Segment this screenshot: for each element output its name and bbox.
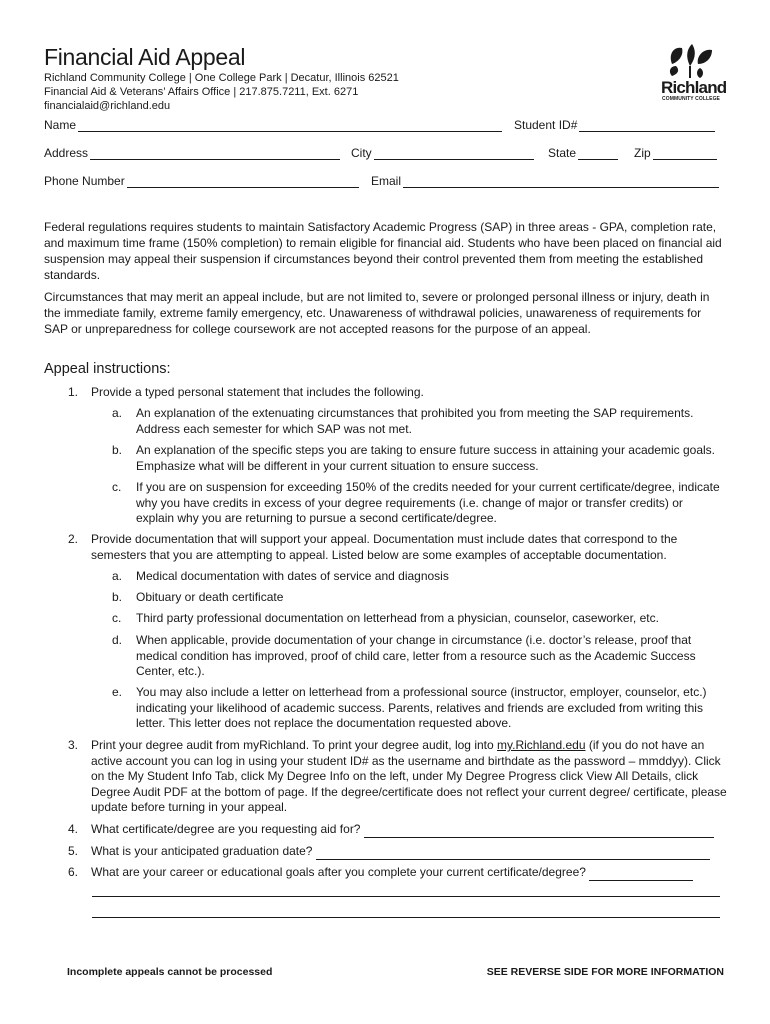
- office-email: financialaid@richland.edu: [44, 100, 171, 112]
- phone-field[interactable]: [44, 174, 359, 188]
- name-field[interactable]: [44, 118, 502, 132]
- email-field[interactable]: [371, 174, 719, 188]
- sub-text: When applicable, provide documentation of your change in circumstance (i.e. doctor’s release, proof that medical condition has improved, proof of child care, letter from a resource such as the Academic Success Center, etc.).: [136, 633, 696, 678]
- item-number: 6.: [68, 865, 79, 879]
- item-text-part: Print your degree audit from myRichland. To print your degree audit, log into: [91, 738, 497, 752]
- state-field[interactable]: [548, 146, 618, 160]
- student-id-input-line[interactable]: [579, 119, 715, 132]
- goals-answer-line-3[interactable]: [92, 917, 720, 918]
- phone-input-line[interactable]: [127, 175, 359, 188]
- logo-wordmark: Richland: [661, 78, 727, 97]
- intro-text: [44, 219, 724, 337]
- sub-letter: b.: [112, 590, 123, 604]
- item-number: 3.: [68, 738, 79, 752]
- state-label: State: [548, 146, 577, 160]
- logo-subtitle: COMMUNITY COLLEGE: [662, 96, 720, 102]
- city-field[interactable]: [351, 146, 534, 160]
- address-input-line[interactable]: [90, 147, 340, 160]
- item-text: What certificate/degree are you requesting aid for?: [91, 822, 361, 836]
- sub-text: Third party professional documentation on letterhead from a physician, counselor, caseworker, etc.: [136, 611, 659, 625]
- circumstances-paragraph: Circumstances that may merit an appeal include, but are not limited to, severe or prolonged personal illness or injury, death in the immediate family, extreme family emergency, etc. Unawareness of withdrawal policies, unawareness of requirements for SAP or unpreparedness for college coursework are not accepted reasons for the purpose of an appeal.: [44, 290, 710, 336]
- student-id-field[interactable]: [514, 118, 715, 132]
- certificate-answer-line[interactable]: [364, 825, 714, 838]
- sub-text: An explanation of the extenuating circumstances that prohibited you from meeting the SAP requirements. Address each semester for which SAP was not met.: [136, 406, 694, 436]
- item-text: Provide a typed personal statement that includes the following.: [91, 385, 424, 399]
- item-text: What is your anticipated graduation date?: [91, 844, 313, 858]
- instructions-heading: Appeal instructions:: [44, 361, 171, 377]
- sub-text: You may also include a letter on letterhead from a professional source (instructor, employer, counselor, etc.) indicating your likelihood of academic success. Parents, relatives and friends are excluded from writing this letter. This letter does not replace the documentation requested above.: [136, 685, 707, 730]
- sub-letter: a.: [112, 406, 123, 420]
- sub-letter: c.: [112, 480, 122, 494]
- zip-input-line[interactable]: [653, 147, 717, 160]
- sub-text: Medical documentation with dates of service and diagnosis: [136, 569, 449, 583]
- goals-answer-line[interactable]: [589, 868, 693, 881]
- sub-text: An explanation of the specific steps you are taking to ensure future success in attaining your academic goals. Emphasize what will be different in your current situation to ensure success.: [136, 443, 715, 473]
- city-label: City: [351, 146, 372, 160]
- item-text: What are your career or educational goals after you complete your current certificate/degree?: [91, 865, 586, 879]
- leaf-sprout-icon: [660, 44, 730, 80]
- goals-answer-line-2[interactable]: [92, 896, 720, 897]
- email-input-line[interactable]: [403, 175, 719, 188]
- address-label: Address: [44, 146, 89, 160]
- email-label: Email: [371, 174, 402, 188]
- item-number: 4.: [68, 822, 79, 836]
- item-number: 5.: [68, 844, 79, 858]
- reverse-side-notice: SEE REVERSE SIDE FOR MORE INFORMATION: [486, 966, 724, 978]
- item-number: 1.: [68, 385, 79, 399]
- state-input-line[interactable]: [578, 147, 618, 160]
- address-field[interactable]: [44, 146, 340, 160]
- sub-letter: e.: [112, 685, 123, 699]
- phone-label: Phone Number: [44, 174, 125, 188]
- college-address: Richland Community College | One College Park | Decatur, Illinois 62521: [44, 72, 399, 84]
- item-text: Provide documentation that will support your appeal. Documentation must include dates that correspond to the semesters that you are attempting to appeal. Listed below are some examples of acceptable documentation.: [91, 532, 678, 562]
- name-input-line[interactable]: [78, 119, 502, 132]
- question-5: [91, 844, 727, 860]
- instructions-list: [44, 385, 728, 905]
- item-text-part: (if you do not have an active account you can log in using your student ID# as the username and birthdate as the password – mmddyy). Click on the My Student Info Tab, click My Degree Info on the left, under My Degree Progress click View All Details, click Degree Audit PDF at the bottom of page. If the degree/certificate does not reflect your current degree/ certificate, please update before turning in your appeal.: [91, 738, 727, 814]
- sub-text: Obituary or death certificate: [136, 590, 284, 604]
- incomplete-notice: Incomplete appeals cannot be processed: [67, 966, 273, 978]
- sub-letter: c.: [112, 611, 122, 625]
- office-contact: Financial Aid & Veterans’ Affairs Office | 217.875.7211, Ext. 6271: [44, 86, 359, 98]
- sub-letter: d.: [112, 633, 123, 647]
- item-number: 2.: [68, 532, 79, 546]
- zip-label: Zip: [634, 146, 651, 160]
- city-input-line[interactable]: [374, 147, 534, 160]
- question-4: [91, 822, 727, 838]
- college-logo: [660, 44, 730, 106]
- sub-letter: a.: [112, 569, 123, 583]
- myrichland-link[interactable]: my.Richland.edu: [497, 738, 586, 752]
- sub-letter: b.: [112, 443, 123, 457]
- name-label: Name: [44, 118, 77, 132]
- item-text: [91, 738, 727, 816]
- sap-requirement-paragraph: Federal regulations requires students to maintain Satisfactory Academic Progress (SAP) in three areas - GPA, completion rate, and maximum time frame (150% completion) to remain eligible for financial aid. Students who have been placed on financial aid suspension may appeal their suspension if circumstances beyond their control prevented them from meeting the established standards.: [44, 220, 722, 282]
- graduation-date-answer-line[interactable]: [316, 847, 710, 860]
- question-6: [91, 865, 727, 881]
- student-id-label: Student ID#: [514, 118, 578, 132]
- zip-field[interactable]: [634, 146, 717, 160]
- sub-text: If you are on suspension for exceeding 150% of the credits needed for your current certificate/degree, indicate why you have credits in excess of your degree requirements (i.e. change of major or transfer credits) or explain why you are returning to pursue a second certificate/degree.: [136, 480, 720, 525]
- page-title: Financial Aid Appeal: [44, 44, 246, 70]
